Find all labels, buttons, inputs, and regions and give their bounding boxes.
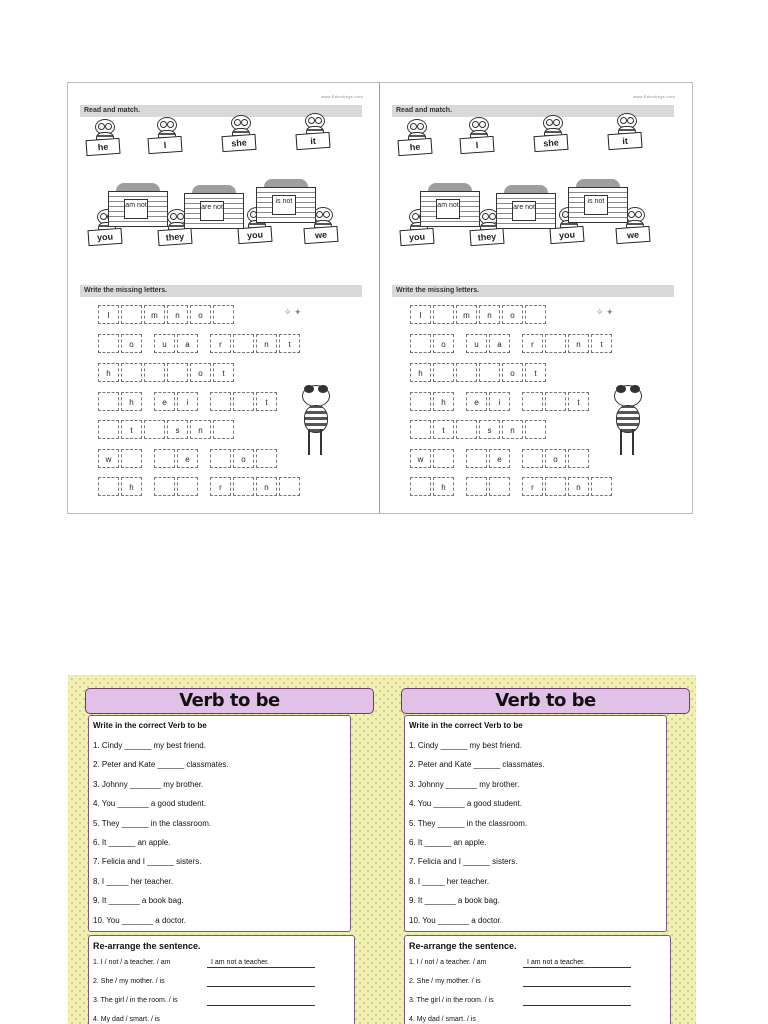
letter-box[interactable]: h — [433, 477, 454, 496]
rearrange-panel — [88, 935, 355, 1024]
pronoun-card: he — [397, 138, 432, 156]
letter-box[interactable] — [98, 334, 119, 353]
letter-row — [98, 363, 234, 383]
bug-eye — [98, 123, 105, 130]
exercise-sentence: 6. It ______ an apple. — [409, 838, 487, 847]
exercise-sentence: 1. Cindy ______ my best friend. — [93, 741, 206, 750]
letter-box[interactable] — [210, 392, 231, 411]
fruit-crate — [568, 179, 628, 223]
bug-character — [398, 119, 434, 161]
bug-eye — [410, 123, 417, 130]
letter-box[interactable]: o — [545, 449, 566, 468]
letter-box[interactable]: I — [98, 305, 119, 324]
letter-gap — [200, 449, 208, 469]
letter-box[interactable] — [489, 477, 510, 496]
letter-box[interactable] — [466, 449, 487, 468]
answer-line[interactable]: I am not a teacher. — [523, 958, 631, 968]
crate-label: am not — [124, 199, 148, 219]
letter-box[interactable]: t — [568, 392, 589, 411]
letter-box[interactable]: h — [121, 392, 142, 411]
bug-eye — [234, 119, 241, 126]
letter-box[interactable]: o — [233, 449, 254, 468]
letter-box[interactable] — [213, 305, 234, 324]
rearrange-prompt: 1. I / not / a teacher. / am — [93, 959, 171, 966]
letter-box[interactable]: h — [98, 363, 119, 382]
letter-box[interactable] — [121, 449, 142, 468]
letter-row — [98, 305, 234, 325]
letter-row — [98, 392, 277, 412]
letter-box[interactable] — [213, 420, 234, 439]
bug-eye — [412, 213, 419, 220]
ant-character — [600, 379, 660, 469]
rearrange-prompt: 4. My dad / smart. / is — [93, 1016, 160, 1023]
letter-box[interactable]: n — [568, 334, 589, 353]
exercise-sentence: 5. They ______ in the classroom. — [93, 818, 212, 828]
letter-box[interactable]: e — [489, 449, 510, 468]
letter-box[interactable] — [568, 449, 589, 468]
letter-gap — [144, 449, 152, 469]
fruit-crate — [420, 183, 480, 227]
letter-row — [98, 420, 234, 440]
letter-box[interactable] — [433, 305, 454, 324]
exercise-sentence: 1. Cindy ______ my best friend. — [409, 741, 522, 750]
verb-to-be-page-right — [384, 675, 696, 1024]
bug-eye — [167, 121, 174, 128]
answer-line[interactable] — [523, 996, 631, 1006]
bug-eye — [620, 117, 627, 124]
bug-eye — [241, 119, 248, 126]
letter-box[interactable]: t — [121, 420, 142, 439]
bug-character — [534, 115, 570, 157]
section-heading-missing-letters: Write the missing letters. — [80, 285, 362, 297]
bug-eye — [489, 213, 496, 220]
sparkle-icon: ✧ ✦ — [284, 307, 302, 317]
letter-box[interactable]: t — [525, 363, 546, 382]
pronoun-card: you — [399, 228, 434, 246]
fruit-crate — [256, 179, 316, 223]
letter-row — [410, 477, 612, 497]
letter-box[interactable]: h — [433, 392, 454, 411]
letter-box[interactable] — [121, 363, 142, 382]
letter-box[interactable]: o — [121, 334, 142, 353]
fill-in-panel — [404, 715, 667, 932]
letter-box[interactable]: a — [177, 334, 198, 353]
pronoun-card: he — [85, 138, 120, 156]
section-heading-read-match: Read and match. — [80, 105, 362, 117]
exercise-sentence: 7. Felicia and I ______ sisters. — [409, 857, 518, 867]
letter-box[interactable]: a — [489, 334, 510, 353]
letter-box[interactable] — [256, 449, 277, 468]
letter-row — [410, 392, 589, 412]
fill-in-panel — [88, 715, 351, 932]
letter-box[interactable]: w — [98, 449, 119, 468]
letter-box[interactable] — [144, 363, 165, 382]
letter-box[interactable]: e — [177, 449, 198, 468]
answer-line[interactable] — [523, 977, 631, 987]
exercise-sentence: 5. They ______ in the classroom. — [409, 818, 528, 828]
panel-heading: Re-arrange the sentence. — [409, 941, 517, 951]
ant-leg — [620, 429, 622, 455]
bug-eye — [308, 117, 315, 124]
exercise-sentence: 10. You _______ a doctor. — [93, 915, 186, 925]
bug-eye — [105, 123, 112, 130]
sparkle-icon: ✧ ✦ — [596, 307, 614, 317]
exercise-sentence: 3. Johnny _______ my brother. — [409, 779, 520, 789]
letter-box[interactable] — [121, 305, 142, 324]
answer-line[interactable] — [207, 996, 315, 1006]
letter-box[interactable]: s — [167, 420, 188, 439]
bug-eye — [323, 211, 330, 218]
bug-eye — [482, 213, 489, 220]
letter-gap — [200, 392, 208, 412]
letter-box[interactable]: w — [410, 449, 431, 468]
letter-box[interactable]: m — [144, 305, 165, 324]
letter-box[interactable] — [410, 334, 431, 353]
letter-box[interactable] — [98, 420, 119, 439]
ant-eye — [630, 385, 640, 393]
letter-row — [98, 334, 300, 354]
bottom-worksheet-image — [68, 675, 696, 1024]
crate-label: am not — [436, 199, 460, 219]
letter-box[interactable] — [233, 334, 254, 353]
letter-box[interactable]: n — [568, 477, 589, 496]
letter-box[interactable] — [433, 363, 454, 382]
fruit-crate — [108, 183, 168, 227]
letter-box[interactable]: u — [466, 334, 487, 353]
pronoun-card: you — [237, 226, 272, 244]
letter-box[interactable]: e — [466, 392, 487, 411]
letter-box[interactable] — [144, 420, 165, 439]
letter-row — [98, 477, 300, 497]
worksheet-page-right — [380, 83, 691, 513]
letter-box[interactable]: n — [190, 420, 211, 439]
section-heading-read-match: Read and match. — [392, 105, 674, 117]
letter-gap — [512, 392, 520, 412]
exercise-sentence: 8. I _____ her teacher. — [93, 876, 174, 886]
letter-gap — [456, 334, 464, 354]
letter-box[interactable] — [545, 392, 566, 411]
letter-box[interactable] — [410, 477, 431, 496]
ant-eye — [616, 385, 626, 393]
exercise-sentence: 9. It _______ a book bag. — [409, 896, 500, 906]
letter-box[interactable]: t — [433, 420, 454, 439]
letter-box[interactable] — [545, 334, 566, 353]
letter-box[interactable] — [98, 392, 119, 411]
bug-eye — [553, 119, 560, 126]
crate-label: are not — [200, 201, 224, 221]
letter-box[interactable] — [591, 477, 612, 496]
bug-character — [460, 117, 496, 159]
exercise-sentence: 3. Johnny _______ my brother. — [93, 779, 204, 789]
bug-eye — [417, 123, 424, 130]
fruit-crate — [184, 185, 244, 229]
answer-line[interactable] — [207, 1015, 315, 1024]
pronoun-card: I — [459, 136, 494, 154]
letter-box[interactable]: t — [591, 334, 612, 353]
panel-heading: Write in the correct Verb to be — [409, 721, 523, 730]
letter-box[interactable] — [522, 392, 543, 411]
letter-box[interactable] — [177, 477, 198, 496]
letter-box[interactable]: t — [213, 363, 234, 382]
ant-eye — [304, 385, 314, 393]
letter-box[interactable] — [525, 305, 546, 324]
letter-box[interactable]: r — [522, 334, 543, 353]
rearrange-prompt: 3. The girl / in the room. / is — [93, 997, 178, 1004]
rearrange-prompt: 1. I / not / a teacher. / am — [409, 959, 487, 966]
letter-box[interactable]: i — [489, 392, 510, 411]
letter-gap — [512, 334, 520, 354]
letter-box[interactable]: n — [479, 305, 500, 324]
rearrange-prompt: 4. My dad / smart. / is — [409, 1016, 476, 1023]
exercise-sentence: 4. You _______ a good student. — [93, 799, 206, 809]
letter-row — [98, 449, 277, 469]
brand-text: www.Eslcollege.com — [321, 94, 363, 99]
exercise-sentence: 9. It _______ a book bag. — [93, 896, 184, 906]
pronoun-card: we — [303, 226, 338, 244]
rearrange-prompt: 2. She / my mother. / is — [409, 978, 481, 985]
letter-row — [410, 363, 546, 383]
bug-eye — [628, 211, 635, 218]
bug-eye — [635, 211, 642, 218]
pronoun-card: you — [549, 226, 584, 244]
pronoun-card: they — [469, 228, 504, 246]
ant-leg — [632, 429, 634, 455]
bug-eye — [160, 121, 167, 128]
pronoun-card: she — [221, 134, 256, 152]
letter-box[interactable] — [545, 477, 566, 496]
ant-character — [288, 379, 348, 469]
letter-box[interactable] — [522, 449, 543, 468]
letter-box[interactable] — [154, 477, 175, 496]
letter-gap — [512, 477, 520, 497]
letter-box[interactable] — [279, 477, 300, 496]
exercise-sentence: 4. You _______ a good student. — [409, 799, 522, 809]
letter-gap — [512, 449, 520, 469]
letter-box[interactable] — [210, 449, 231, 468]
bug-eye — [479, 121, 486, 128]
pronoun-card: they — [157, 228, 192, 246]
letter-box[interactable]: n — [256, 334, 277, 353]
letter-box[interactable]: r — [210, 334, 231, 353]
fruit-crate — [496, 185, 556, 229]
letter-box[interactable]: h — [410, 363, 431, 382]
bug-eye — [316, 211, 323, 218]
bug-eye — [177, 213, 184, 220]
letter-box[interactable]: o — [502, 305, 523, 324]
bug-character — [222, 115, 258, 157]
letter-box[interactable] — [466, 477, 487, 496]
crate-label: are not — [512, 201, 536, 221]
pronoun-card: you — [87, 228, 122, 246]
letter-box[interactable]: I — [410, 305, 431, 324]
letter-gap — [200, 477, 208, 497]
rearrange-prompt: 3. The girl / in the room. / is — [409, 997, 494, 1004]
letter-box[interactable] — [525, 420, 546, 439]
bug-eye — [170, 213, 177, 220]
letter-box[interactable] — [456, 363, 477, 382]
ant-leg — [308, 429, 310, 455]
letter-gap — [144, 392, 152, 412]
panel-heading: Write in the correct Verb to be — [93, 721, 207, 730]
letter-box[interactable]: h — [121, 477, 142, 496]
pronoun-card: I — [147, 136, 182, 154]
letter-box[interactable] — [98, 477, 119, 496]
bug-eye — [546, 119, 553, 126]
panel-heading: Re-arrange the sentence. — [93, 941, 201, 951]
letter-box[interactable]: o — [190, 305, 211, 324]
letter-box[interactable]: m — [456, 305, 477, 324]
letter-box[interactable] — [433, 449, 454, 468]
worksheet-page-left — [68, 83, 380, 513]
answer-line[interactable]: I am not a teacher. — [207, 958, 315, 968]
letter-box[interactable]: n — [502, 420, 523, 439]
letter-box[interactable]: t — [279, 334, 300, 353]
letter-box[interactable] — [154, 449, 175, 468]
letter-gap — [200, 334, 208, 354]
letter-gap — [456, 392, 464, 412]
letter-box[interactable]: n — [167, 305, 188, 324]
bug-character — [86, 119, 122, 161]
exercise-sentence: 6. It ______ an apple. — [93, 838, 171, 847]
letter-gap — [144, 334, 152, 354]
letter-row — [410, 334, 612, 354]
letter-box[interactable]: t — [256, 392, 277, 411]
pronoun-card: it — [607, 132, 642, 150]
letter-box[interactable]: r — [522, 477, 543, 496]
crate-label: is not — [584, 195, 608, 215]
letter-box[interactable]: o — [502, 363, 523, 382]
letter-box[interactable]: i — [177, 392, 198, 411]
pronoun-card: we — [615, 226, 650, 244]
brand-text: www.Eslcollege.com — [633, 94, 675, 99]
bug-character — [296, 113, 332, 155]
letter-box[interactable] — [233, 392, 254, 411]
pronoun-card: she — [533, 134, 568, 152]
letter-box[interactable]: o — [190, 363, 211, 382]
letter-box[interactable] — [167, 363, 188, 382]
rearrange-panel — [404, 935, 671, 1024]
letter-box[interactable] — [479, 363, 500, 382]
bug-eye — [100, 213, 107, 220]
letter-gap — [456, 477, 464, 497]
letter-row — [410, 420, 546, 440]
rearrange-prompt: 2. She / my mother. / is — [93, 978, 165, 985]
letter-box[interactable] — [410, 392, 431, 411]
bug-eye — [315, 117, 322, 124]
exercise-sentence: 8. I _____ her teacher. — [409, 876, 490, 886]
letter-box[interactable]: e — [154, 392, 175, 411]
crate-label: is not — [272, 195, 296, 215]
letter-row — [410, 449, 589, 469]
bug-character — [148, 117, 184, 159]
letter-box[interactable] — [233, 477, 254, 496]
verb-to-be-page-left — [68, 675, 380, 1024]
letter-gap — [456, 449, 464, 469]
exercise-sentence: 2. Peter and Kate ______ classmates. — [409, 760, 545, 770]
bug-eye — [472, 121, 479, 128]
letter-box[interactable] — [456, 420, 477, 439]
letter-box[interactable]: n — [256, 477, 277, 496]
worksheet-title: Verb to be — [85, 688, 374, 714]
letter-box[interactable]: o — [433, 334, 454, 353]
exercise-sentence: 7. Felicia and I ______ sisters. — [93, 857, 202, 867]
letter-box[interactable]: r — [210, 477, 231, 496]
answer-line[interactable] — [207, 977, 315, 987]
pronoun-card: it — [295, 132, 330, 150]
letter-box[interactable] — [410, 420, 431, 439]
ant-eye — [318, 385, 328, 393]
worksheet-title: Verb to be — [401, 688, 690, 714]
letter-gap — [144, 477, 152, 497]
bug-character — [608, 113, 644, 155]
exercise-sentence: 2. Peter and Kate ______ classmates. — [93, 760, 229, 770]
bug-eye — [627, 117, 634, 124]
ant-leg — [320, 429, 322, 455]
letter-row — [410, 305, 546, 325]
answer-line[interactable] — [523, 1015, 631, 1024]
letter-box[interactable]: u — [154, 334, 175, 353]
top-worksheet-image — [68, 83, 692, 513]
letter-box[interactable]: s — [479, 420, 500, 439]
section-heading-missing-letters: Write the missing letters. — [392, 285, 674, 297]
exercise-sentence: 10. You _______ a doctor. — [409, 915, 502, 925]
